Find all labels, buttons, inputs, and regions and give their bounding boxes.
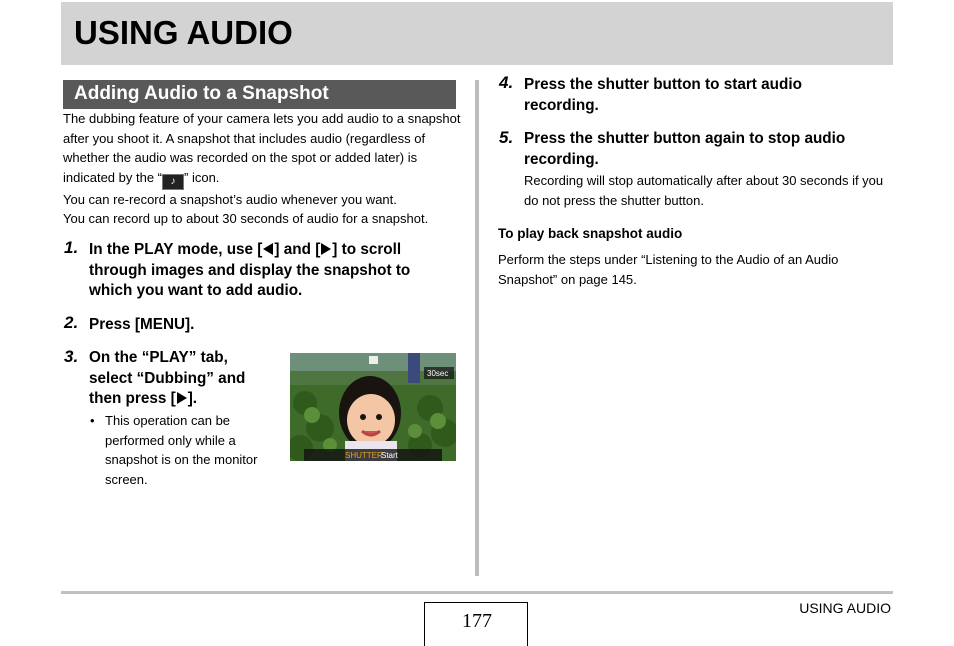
step-3-line-2: select “Dubbing” and <box>89 369 246 387</box>
page-number: 177 <box>462 610 492 632</box>
shutter-label: SHUTTER <box>345 451 383 460</box>
page-number-box <box>424 602 528 646</box>
header-bar <box>61 2 893 65</box>
start-label: Start <box>381 451 398 460</box>
timer-readout: 30sec <box>427 369 449 378</box>
intro-paragraph-1 <box>63 109 463 190</box>
step-5-text: Press the shutter button again to stop audio recording. <box>524 130 846 168</box>
section-title: Adding Audio to a Snapshot <box>74 83 329 104</box>
step-3-text <box>89 348 284 410</box>
playback-text: Perform the steps under “Listening to the Audio of an Audio Snapshot” on page 145. <box>498 252 839 287</box>
intro-text <box>63 109 463 229</box>
footer-rule <box>61 591 893 594</box>
step-2-number: 2. <box>64 313 79 332</box>
footer-section-label: USING AUDIO <box>799 600 891 616</box>
step-3-line-1: On the “PLAY” tab, <box>89 349 228 366</box>
right-arrow-icon <box>177 392 187 404</box>
intro-text-after-icon: ” icon. <box>184 169 220 185</box>
step-5-number: 5. <box>499 128 514 147</box>
step-5-note: Recording will stop automatically after about 30 seconds if you do not press the shutter button. <box>524 173 884 208</box>
step-3-line-3-b: ]. <box>187 390 198 407</box>
bullet-icon: • <box>90 413 95 428</box>
audio-snapshot-icon: ♪ <box>162 174 184 190</box>
step-3-note <box>90 411 280 489</box>
intro-paragraph-3: You can record up to about 30 seconds of audio for a snapshot. <box>63 211 429 227</box>
camera-screen-image <box>290 353 456 461</box>
step-1-part-c: ] to scroll through images and display the snapshot to which you want to add audio. <box>89 241 411 299</box>
intro-paragraph-2: You can re-record a snapshot’s audio whenever you want. <box>63 191 397 207</box>
step-2-text: Press [MENU]. <box>89 316 195 333</box>
step-3-note-text: This operation can be performed only while a snapshot is on the monitor screen. <box>105 413 258 487</box>
step-1-part-b: ] and [ <box>274 241 321 258</box>
step-4-number: 4. <box>499 73 514 92</box>
step-1-number: 1. <box>64 238 79 257</box>
step-1-part-a: In the PLAY mode, use [ <box>89 241 263 258</box>
section-heading-bar <box>63 80 456 109</box>
column-divider <box>475 80 479 576</box>
step-3-line-3-a: then press [ <box>89 390 176 407</box>
step-3-number: 3. <box>64 347 79 366</box>
page-title: USING AUDIO <box>74 14 293 51</box>
step-1-text <box>89 240 454 302</box>
step-4-text: Press the shutter button to start audio recording. <box>524 76 802 114</box>
left-arrow-icon <box>263 243 273 255</box>
intro-text-before-icon: The dubbing feature of your camera lets you add audio to a snapshot after you shoot it. A snapshot that includes audio (regardless of whether the audio was recorded on the spot or added later) is indicated by the “ <box>63 111 461 185</box>
playback-heading: To play back snapshot audio <box>498 226 683 241</box>
right-arrow-icon <box>321 243 331 255</box>
step-3-line-3 <box>89 389 284 410</box>
camera-screen-illustration <box>290 353 456 461</box>
